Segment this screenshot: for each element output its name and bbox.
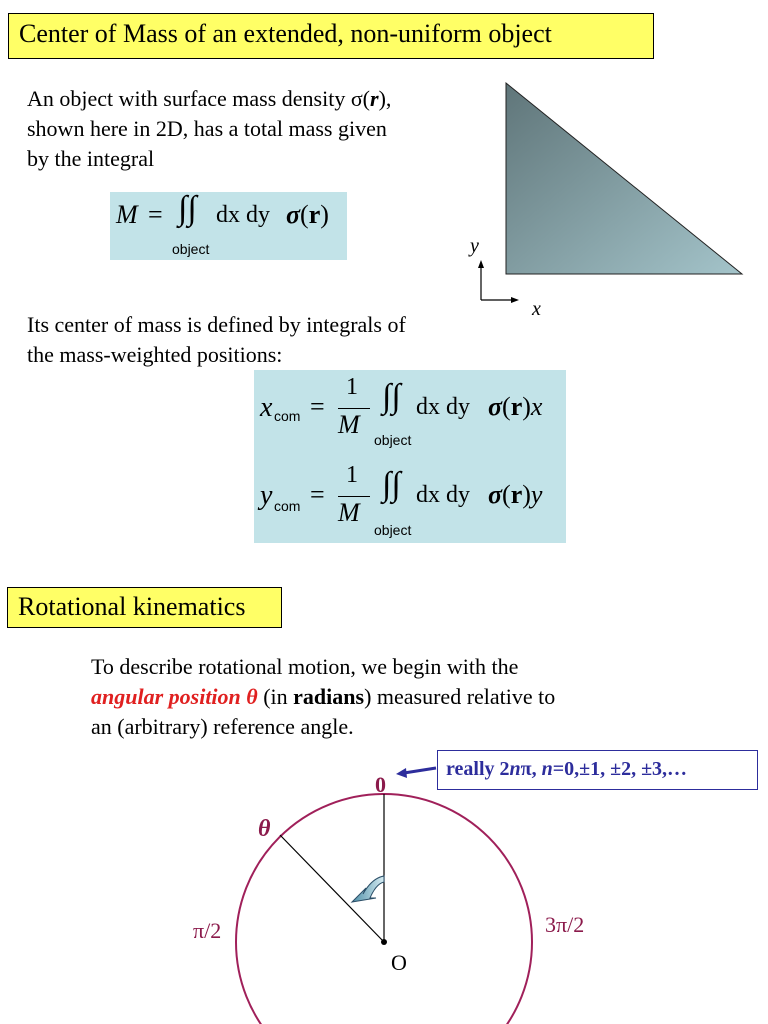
- section-title-center-of-mass: Center of Mass of an extended, non-uniform object: [8, 13, 654, 59]
- label-zero: 0: [375, 772, 386, 797]
- label-3pi-over-2: 3π/2: [545, 912, 585, 937]
- axis-label-y: y: [470, 235, 479, 257]
- origin-point: [381, 939, 387, 945]
- label-theta: θ: [258, 816, 271, 842]
- com-equations-box: x com = 1 M ∫∫ object dx dy σ(r)x y com = 1 M ∫∫ object dx dy σ(r)y: [254, 370, 566, 543]
- angle-circle-diagram: [200, 770, 580, 1024]
- label-pi-over-2: π/2: [193, 918, 222, 943]
- triangle-diagram: [470, 78, 760, 318]
- axis-label-x: x: [532, 298, 541, 320]
- note-arrow-icon: [394, 760, 440, 784]
- mass-equation-box: M = ∫∫ object dx dy σ(r): [110, 192, 347, 260]
- label-origin: O: [391, 950, 407, 975]
- triangle-shape: [506, 83, 742, 274]
- rotation-paragraph: To describe rotational motion, we begin with the angular position θ (in radians) measured relative to an (arbitrary) reference angle.: [91, 654, 556, 739]
- section-title-rotational-kinematics: Rotational kinematics: [7, 587, 282, 628]
- curved-arrow-icon: [352, 876, 384, 902]
- note-box: really 2nπ, n=0,±1, ±2, ±3,…: [437, 750, 758, 790]
- com-paragraph: Its center of mass is defined by integrals of the mass-weighted positions:: [27, 312, 406, 367]
- intro-paragraph: An object with surface mass density σ(r), shown here in 2D, has a total mass given by the integral: [27, 86, 392, 171]
